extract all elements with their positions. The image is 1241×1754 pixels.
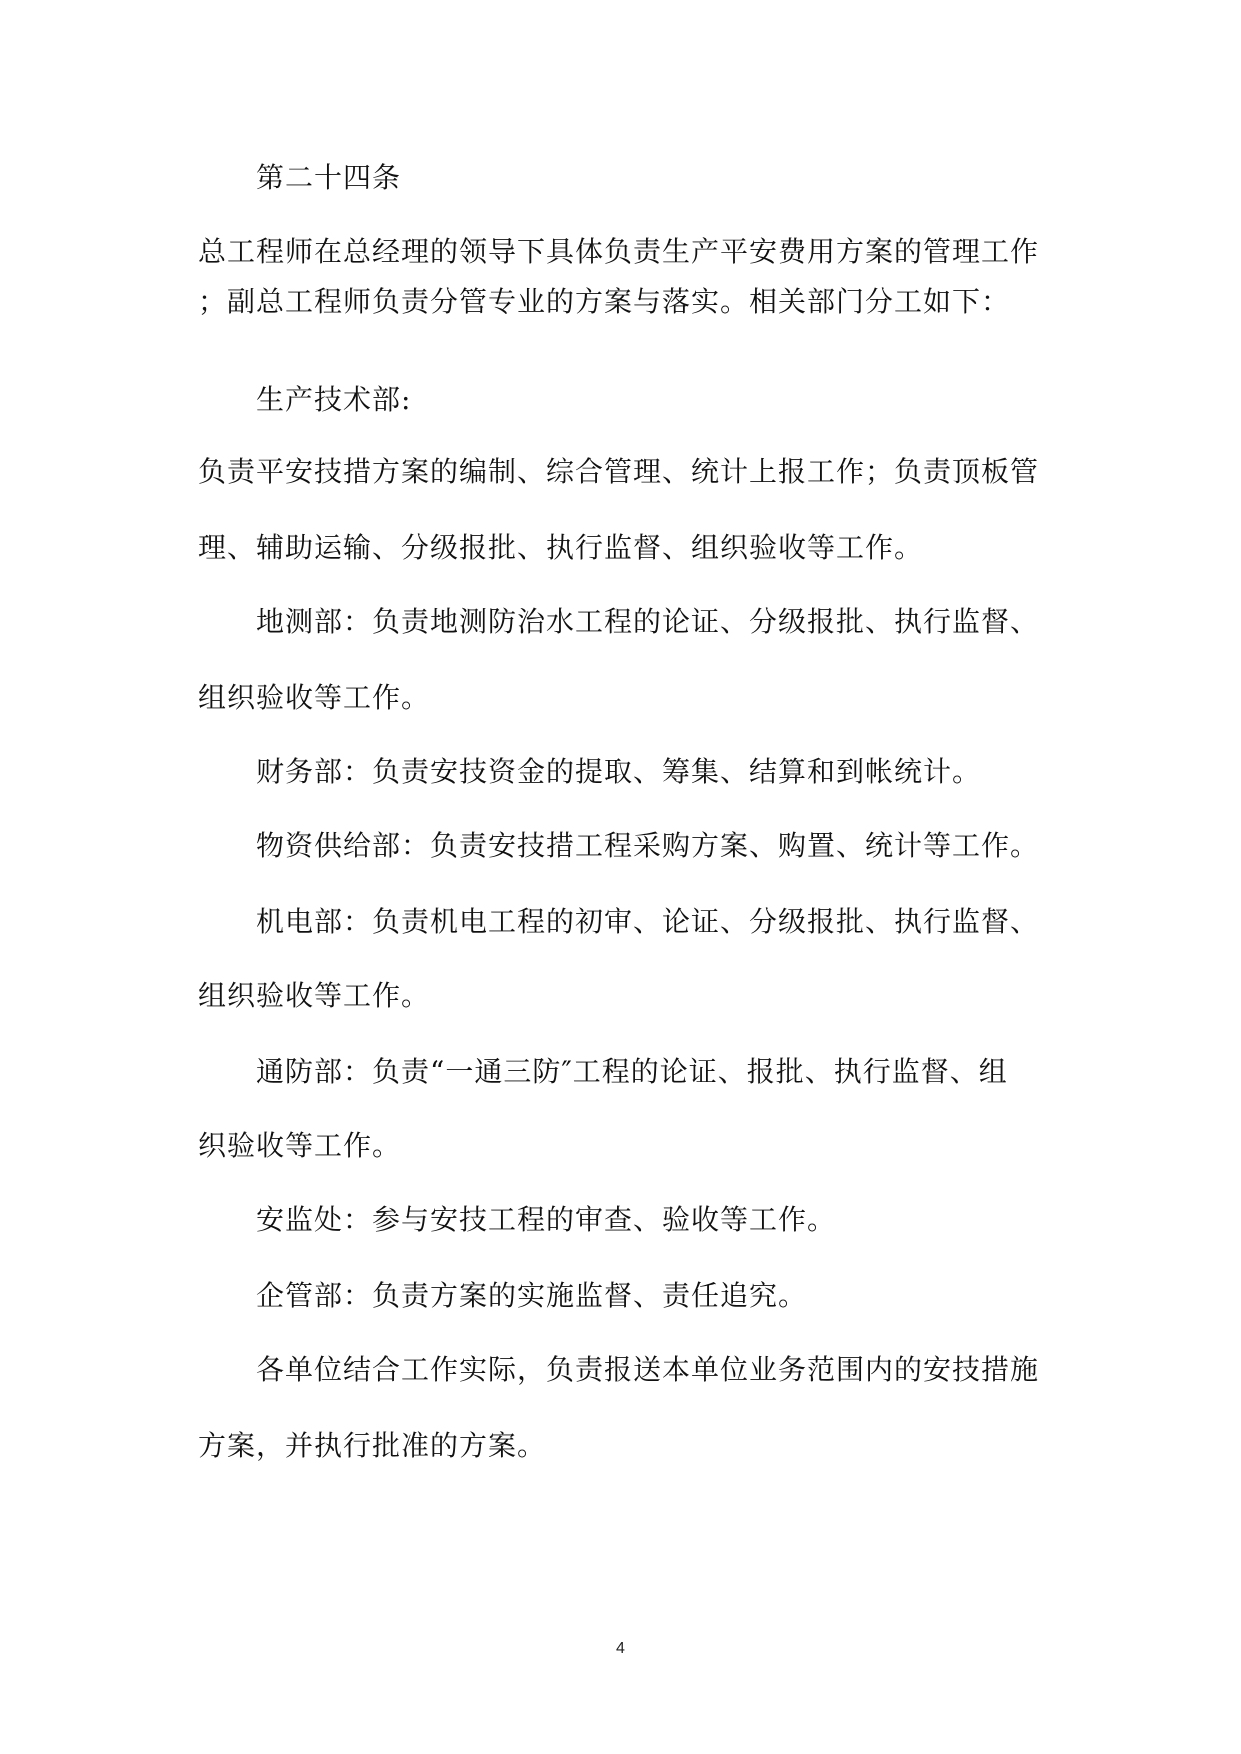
paragraph-line: 各单位结合工作实际，负责报送本单位业务范围内的安技措施 xyxy=(256,1353,1040,1386)
paragraph-line: 负责平安技措方案的编制、综合管理、统计上报工作；负责顶板管 xyxy=(198,455,1040,488)
article-heading: 第二十四条 xyxy=(256,161,402,194)
paragraph-line: ；副总工程师负责分管专业的方案与落实。相关部门分工如下： xyxy=(198,285,1011,318)
paragraph-line: 组织验收等工作。 xyxy=(198,979,431,1012)
paragraph-line: 总工程师在总经理的领导下具体负责生产平安费用方案的管理工作 xyxy=(198,235,1040,268)
paragraph-line: 通防部：负责“一通三防″工程的论证、报批、执行监督、组 xyxy=(256,1055,1008,1088)
paragraph-line: 企管部：负责方案的实施监督、责任追究。 xyxy=(256,1279,808,1312)
page-number: 4 xyxy=(616,1640,625,1657)
paragraph-line: 安监处：参与安技工程的审查、验收等工作。 xyxy=(256,1203,837,1236)
paragraph-line: 织验收等工作。 xyxy=(198,1129,402,1162)
paragraph-line: 机电部：负责机电工程的初审、论证、分级报批、执行监督、 xyxy=(256,905,1040,938)
paragraph-line: 财务部：负责安技资金的提取、筹集、结算和到帐统计。 xyxy=(256,755,982,788)
paragraph-line: 理、辅助运输、分级报批、执行监督、组织验收等工作。 xyxy=(198,531,924,564)
paragraph-line: 物资供给部：负责安技措工程采购方案、购置、统计等工作。 xyxy=(256,829,1040,862)
department-heading: 生产技术部: xyxy=(256,383,412,416)
paragraph-line: 组织验收等工作。 xyxy=(198,681,431,714)
paragraph-line: 方案，并执行批准的方案。 xyxy=(198,1429,547,1462)
paragraph-line: 地测部：负责地测防治水工程的论证、分级报批、执行监督、 xyxy=(256,605,1040,638)
